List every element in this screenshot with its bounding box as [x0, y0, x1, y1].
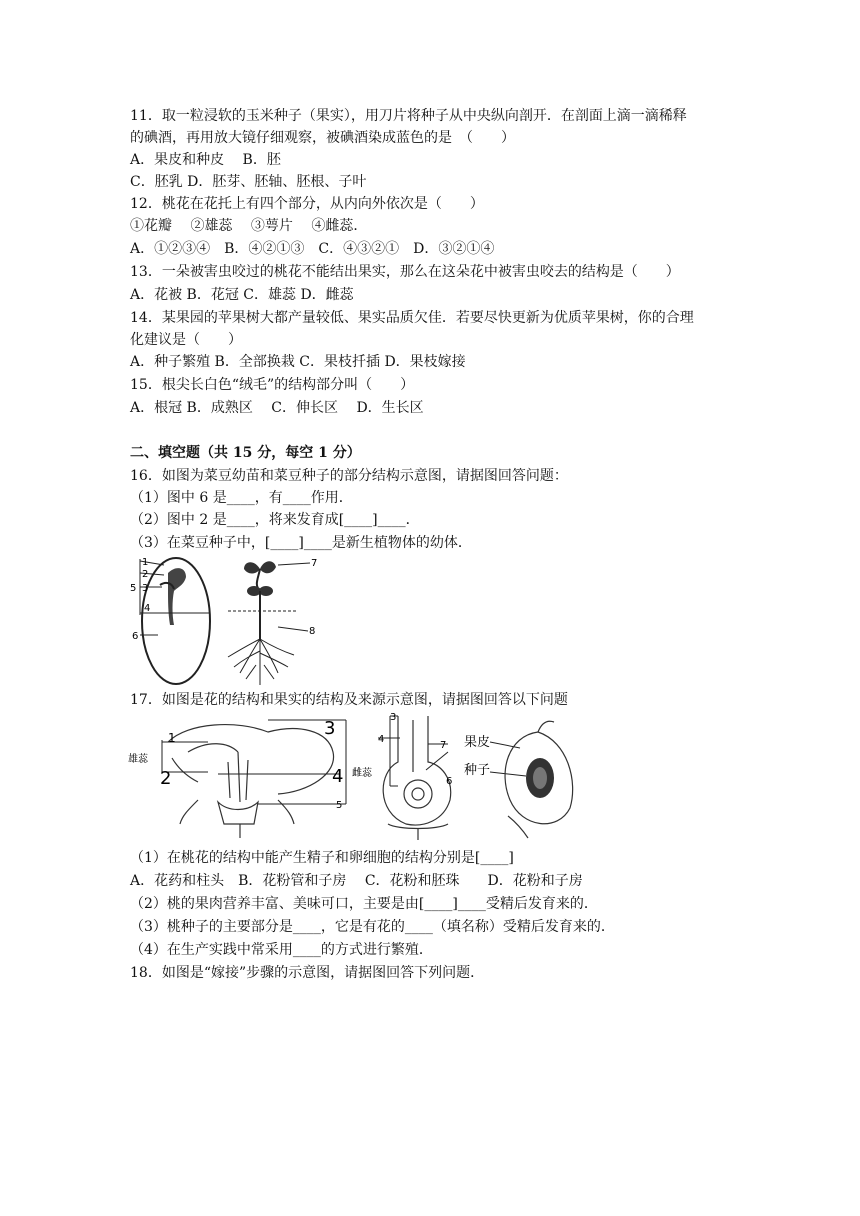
pistil-drawing: [383, 716, 451, 840]
seed-label-4: 4: [144, 603, 151, 614]
flower-label-4: 4: [332, 766, 344, 787]
seed-label-1: 1: [142, 557, 149, 568]
q14-options: A．种子繁殖 B．全部换栽 C．果枝扦插 D．果枝嫁接: [130, 354, 466, 370]
seedling-label-7: 7: [311, 558, 318, 569]
section-2-heading: 二、填空题（共 15 分，每空 1 分）: [130, 445, 361, 461]
fruit-label-pistil: 雌蕊: [352, 768, 372, 779]
q12-question: 12．桃花在花托上有四个部分，从内向外依次是（ ）: [130, 196, 484, 212]
fruit-label-seed: 种子: [464, 763, 491, 778]
q11-options-ab: A．果皮和种皮 B．胚: [130, 152, 281, 168]
seed-label-5: 5: [130, 583, 137, 594]
seed-embryo: [168, 568, 186, 625]
fruit-label-7: 7: [440, 740, 447, 751]
fruit-label-6: 6: [446, 776, 453, 787]
q16-part-2: （2）图中 2 是____，将来发育成[____]____．: [130, 512, 420, 528]
q13-question: 13．一朵被害虫咬过的桃花不能结出果实，那么在这朵花中被害虫咬去的结构是（ ）: [130, 264, 680, 280]
q14-line-1: 14．某果园的苹果树大都产量较低、果实品质欠佳．若要尽快更新为优质苹果树，你的合理: [130, 310, 694, 326]
q11-line-1: 11．取一粒浸软的玉米种子（果实），用刀片将种子从中央纵向剖开．在剖面上滴一滴稀释: [130, 108, 687, 124]
q11-line-2: 的碘酒，再用放大镜仔细观察，被碘酒染成蓝色的是 （ ）: [130, 130, 515, 146]
q17-part-3: （3）桃种子的主要部分是____，它是有花的____（填名称）受精后发育来的．: [130, 919, 615, 935]
q16-question: 16．如图为菜豆幼苗和菜豆种子的部分结构示意图，请据图回答问题：: [130, 468, 568, 484]
q17-question: 17．如图是花的结构和果实的结构及来源示意图，请据图回答以下问题: [130, 692, 568, 708]
q13-options: A．花被 B．花冠 C．雄蕊 D．雌蕊: [130, 287, 354, 303]
q14-line-2: 化建议是（ ）: [130, 332, 242, 348]
fruit-label-4: 4: [378, 734, 385, 745]
q17-part-2: （2）桃的果肉营养丰富、美味可口，主要是由[____]____受精后发育来的．: [130, 896, 598, 912]
seedling-label-8: 8: [309, 626, 316, 637]
q15-question: 15．根尖长白色“绒毛”的结构部分叫（ ）: [130, 377, 415, 393]
seed-label-2: 2: [142, 569, 149, 580]
bean-seed-seedling-figure: [128, 555, 343, 690]
q11-options-cd: C．胚乳 D．胚芽、胚轴、胚根、子叶: [130, 174, 367, 190]
seed-label-3: 3: [142, 583, 149, 594]
q17-options: A．花药和柱头 B．花粉管和子房 C．花粉和胚珠 D．花粉和子房: [130, 873, 583, 889]
flower-label-5: 5: [336, 800, 343, 811]
q12-items: ①花瓣 ②雄蕊 ③萼片 ④雌蕊．: [130, 218, 368, 234]
flower-label-stamen: 雄蕊: [128, 754, 148, 765]
q16-part-3: （3）在菜豆种子中，[____]____是新生植物体的幼体．: [130, 535, 472, 551]
flower-label-3: 3: [324, 718, 336, 739]
seed-label-6: 6: [132, 631, 139, 642]
q18-question: 18．如图是“嫁接”步骤的示意图，请据图回答下列问题．: [130, 965, 485, 981]
seedling-roots: [228, 639, 294, 685]
q15-options: A．根冠 B．成熟区 C．伸长区 D．生长区: [130, 400, 424, 416]
flower-label-1: 1: [168, 731, 176, 745]
q17-part-1: （1）在桃花的结构中能产生精子和卵细胞的结构分别是[____]: [130, 850, 514, 866]
fruit-label-pericarp: 果皮: [464, 735, 491, 750]
flower-fruit-figure: [128, 712, 578, 840]
q16-part-1: （1）图中 6 是____，有____作用．: [130, 490, 353, 506]
q12-options: A．①②③④ B．④②①③ C．④③②① D．③②①④: [130, 241, 495, 257]
flower-label-2: 2: [160, 768, 172, 789]
q17-part-4: （4）在生产实践中常采用____的方式进行繁殖．: [130, 942, 433, 958]
fruit-label-3: 3: [390, 712, 397, 723]
